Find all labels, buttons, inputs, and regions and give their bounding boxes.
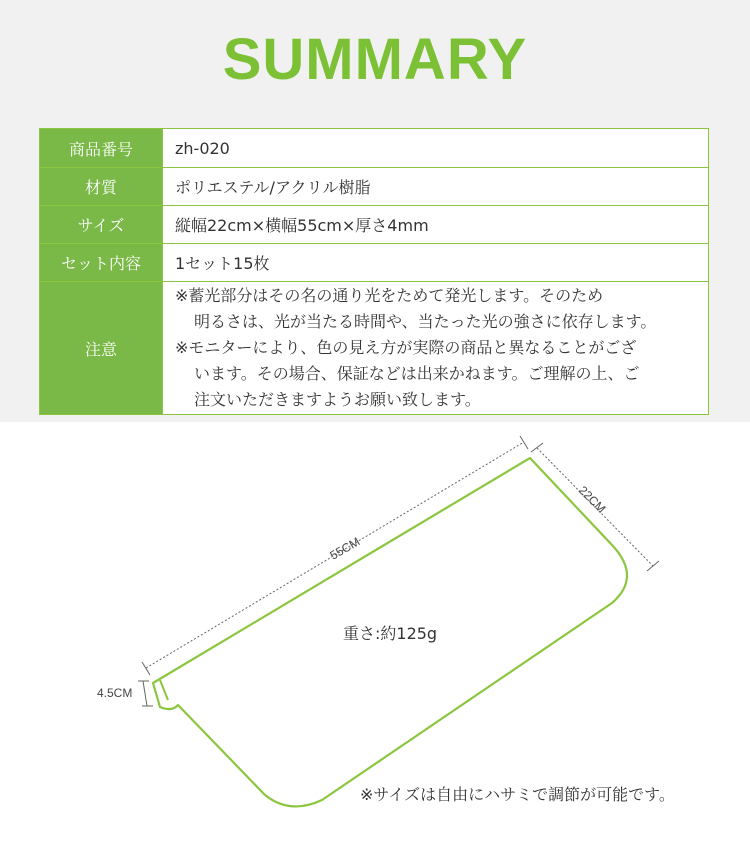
spec-table bbox=[39, 128, 709, 415]
table-row bbox=[40, 168, 709, 206]
row-label: 材質 bbox=[40, 168, 163, 206]
dimension-tick bbox=[520, 436, 528, 449]
row-value: 1セット15枚 bbox=[163, 244, 709, 282]
table-row bbox=[40, 244, 709, 282]
row-label: サイズ bbox=[40, 206, 163, 244]
caution-note bbox=[163, 282, 709, 415]
table-row bbox=[40, 282, 709, 415]
weight-label: 重さ:約125g bbox=[343, 624, 438, 643]
note-line: ※モニターにより、色の見え方が実際の商品と異なることがござ bbox=[175, 338, 637, 357]
row-value: zh-020 bbox=[163, 129, 709, 168]
row-label: 注意 bbox=[40, 282, 163, 415]
dimension-tick bbox=[142, 662, 150, 675]
height-label: 4.5CM bbox=[97, 686, 133, 700]
table-row bbox=[40, 129, 709, 168]
note-line: 明るさは、光が当たる時間や、当たった光の強さに依存します。 bbox=[194, 312, 657, 331]
note-line: ※蓄光部分はその名の通り光をためて発光します。そのため bbox=[175, 286, 604, 305]
row-label: 商品番号 bbox=[40, 129, 163, 168]
dimension-tick bbox=[647, 561, 659, 571]
dimension-tick bbox=[531, 443, 543, 452]
note-line: います。その場合、保証などは出来かねます。ご理解の上、ご bbox=[194, 364, 640, 383]
width-label: 22CM bbox=[575, 483, 609, 516]
length-label: 55CM bbox=[327, 534, 363, 563]
height-dimension-line bbox=[143, 681, 147, 706]
page-title: SUMMARY bbox=[222, 27, 528, 92]
table-row bbox=[40, 206, 709, 244]
note-line: 注文いただきますようお願い致します。 bbox=[194, 390, 481, 409]
mat-lip-edge bbox=[160, 680, 168, 700]
size-footnote: ※サイズは自由にハサミで調節が可能です。 bbox=[360, 785, 675, 804]
row-label: セット内容 bbox=[40, 244, 163, 282]
row-value: 縦幅22cm×横幅55cm×厚さ4mm bbox=[163, 206, 709, 244]
row-value: ポリエステル/アクリル樹脂 bbox=[163, 168, 709, 206]
